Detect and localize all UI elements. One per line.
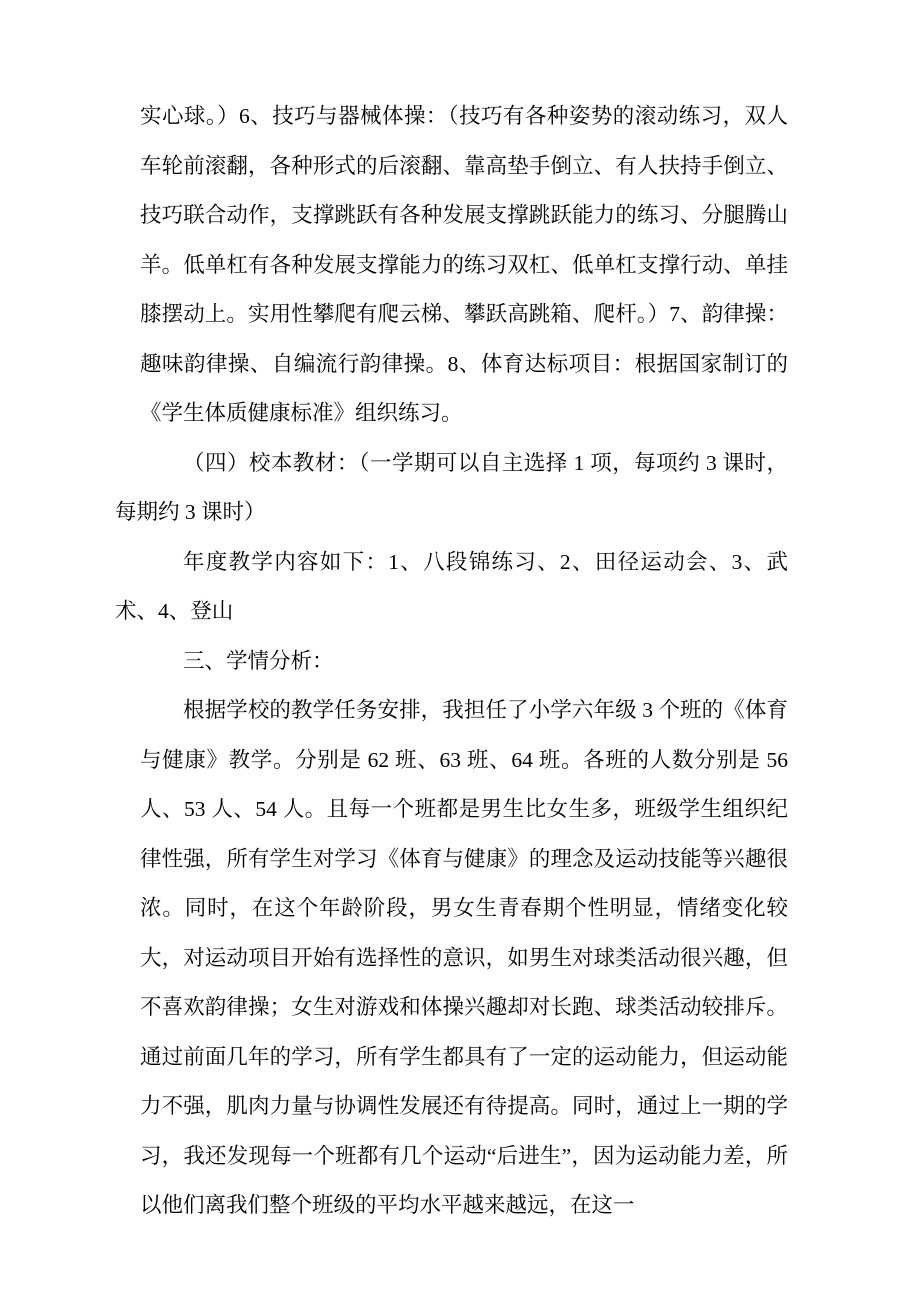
paragraph-school-based-textbook: （四）校本教材：（一学期可以自主选择 1 项，每项约 3 课时，每期约 3 课时） xyxy=(115,450,788,524)
paragraph-teaching-content-continuation: 实心球。）6、技巧与器械体操：（技巧有各种姿势的滚动练习，双人车轮前滚翻，各种形式的后滚翻、靠高垫手倒立、有人扶持手倒立、技巧联合动作，支撑跳跃有各种发展支撑跳跃能力的练习、分腿腾山羊。低单杠有各种发展支撑能力的练习双杠、低单杠支撑行动、单挂膝摆动上。实用性攀爬有爬云梯、攀跃高跳箱、爬杆。）7、韵律操：趣味韵律操、自编流行韵律操。8、体育达标项目：根据国家制订的《学生体质健康标准》组织练习。 xyxy=(140,104,788,425)
paragraph-annual-teaching-content: 年度教学内容如下：1、八段锦练习、2、田径运动会、3、武术、4、登山 xyxy=(115,549,788,623)
heading-student-situation-analysis: 三、学情分析： xyxy=(183,648,334,673)
paragraph-student-situation-analysis: 根据学校的教学任务安排，我担任了小学六年级 3 个班的《体育与健康》教学。分别是 62 班、63 班、64 班。各班的人数分别是 56 人、53 人、54 人。且每一个班都是男生比女生多，班级学生组织纪律性强，所有学生对学习《体育与健康》的理念及运动技能等兴趣很浓。同时，在这个年龄阶段，男女生青春期个性明显，情绪变化较大，对运动项目开始有选择性的意识，如男生对球类活动很兴趣，但不喜欢韵律操；女生对游戏和体操兴趣却对长跑、球类活动较排斥。通过前面几年的学习，所有学生都具有了一定的运动能力，但运动能力不强，肌肉力量与协调性发展还有待提高。同时，通过上一期的学习，我还发现每一个班都有几个运动“后进生”，因为运动能力差，所以他们离我们整个班级的平均水平越来越远，在这一 xyxy=(140,698,788,1217)
